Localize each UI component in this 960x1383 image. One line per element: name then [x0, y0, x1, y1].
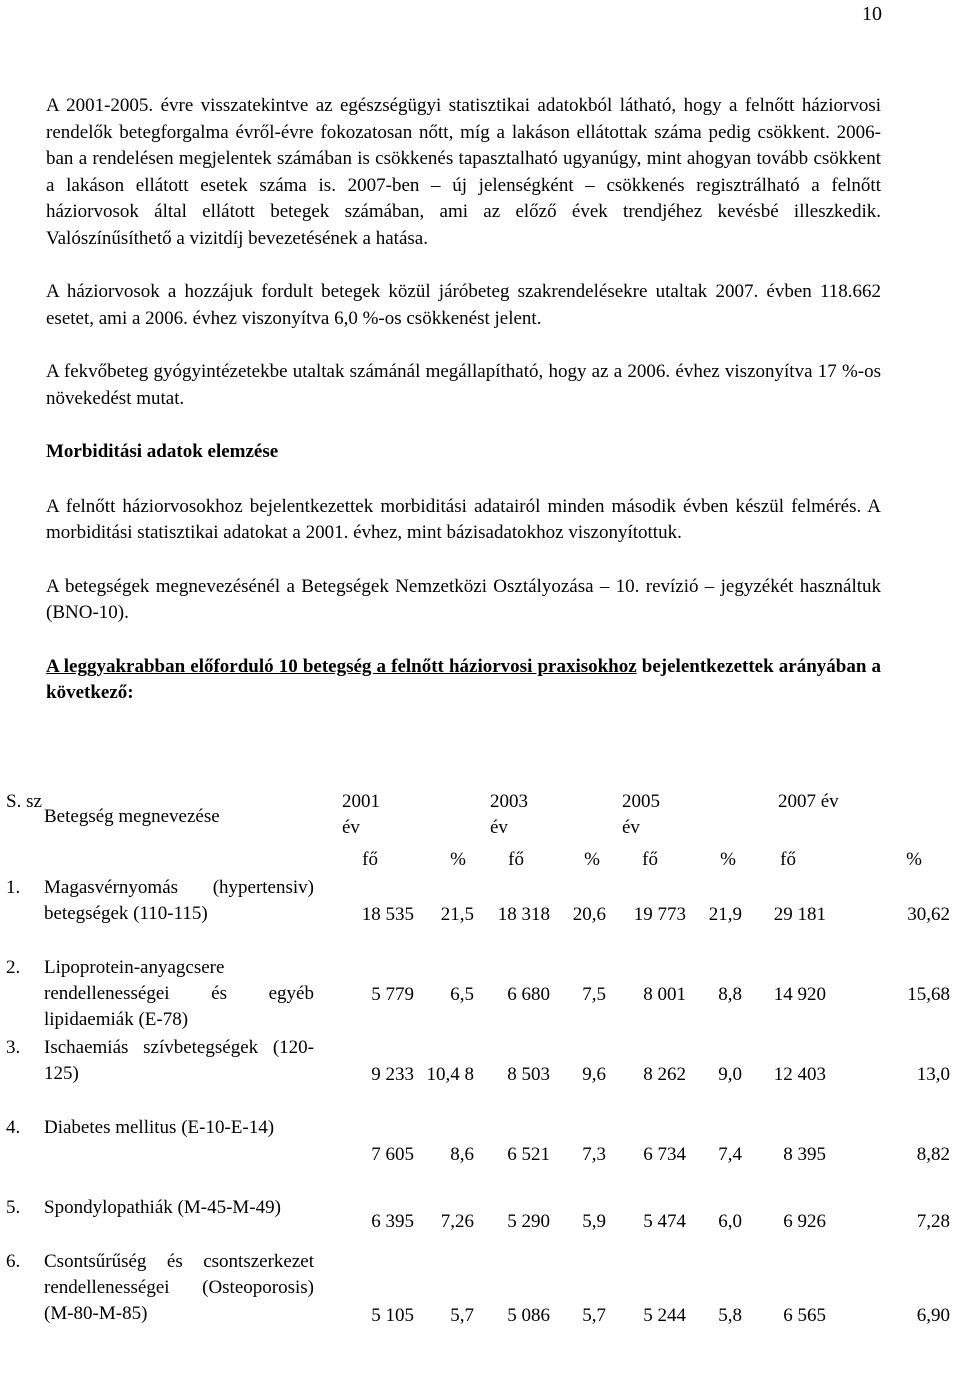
cell-value: 9 233	[371, 1064, 414, 1085]
cell-value: 5,8	[718, 1305, 742, 1326]
cell-value: 8 001	[643, 984, 686, 1005]
row-number: 4.	[6, 1117, 21, 1138]
table-row	[6, 1195, 956, 1249]
unit-fo-2005: fő	[642, 849, 658, 870]
cell-value: 21,9	[708, 904, 742, 925]
section-heading: Morbiditási adatok elemzése	[46, 441, 279, 462]
cell-value: 8 503	[507, 1064, 550, 1085]
table-header-row	[6, 789, 956, 845]
cell-value: 5 244	[643, 1305, 686, 1326]
unit-fo-2007: fő	[780, 849, 796, 870]
unit-pct-2001: %	[450, 849, 466, 870]
cell-value: 6,0	[718, 1211, 742, 1232]
cell-value: 5 290	[507, 1211, 550, 1232]
page-number: 10	[862, 3, 882, 25]
header-year-2005: 2005 év	[622, 791, 660, 838]
paragraph-bno: A betegségek megnevezésénél a Betegségek Nemzetközi Osztályozása – 10. revízió – jegyzékét használtuk (BNO-10).	[46, 575, 881, 623]
disease-name: Spondylopathiák (M-45-M-49)	[44, 1197, 281, 1218]
row-number: 5.	[6, 1197, 21, 1218]
cell-value: 21,5	[440, 904, 474, 925]
cell-value: 5 779	[371, 984, 414, 1005]
header-year-2007: 2007 év	[778, 791, 839, 812]
row-number: 3.	[6, 1037, 21, 1058]
unit-fo-2003: fő	[508, 849, 524, 870]
cell-value: 5 105	[371, 1305, 414, 1326]
cell-value: 29 181	[773, 904, 826, 925]
paragraph-table-intro	[46, 654, 881, 707]
cell-value: 8,82	[916, 1144, 950, 1165]
row-number: 6.	[6, 1251, 21, 1272]
cell-value: 9,0	[718, 1064, 742, 1085]
unit-pct-2007: %	[906, 849, 922, 870]
table-row	[6, 1115, 956, 1195]
unit-pct-2005: %	[720, 849, 736, 870]
disease-name: Csontsűrűség és csontszerkezet rendellenességei (Osteoporosis) (M-80-M-85)	[44, 1251, 314, 1324]
row-number: 2.	[6, 957, 21, 978]
cell-value: 5,7	[450, 1305, 474, 1326]
disease-name: Diabetes mellitus (E-10-E-14)	[44, 1117, 275, 1138]
table-row	[6, 875, 956, 955]
header-year-2001: 2001 év	[342, 791, 380, 838]
cell-value: 8,6	[450, 1144, 474, 1165]
disease-name: Magasvérnyomás (hypertensiv) betegségek (110-115)	[44, 877, 314, 924]
cell-value: 10,4 8	[426, 1064, 474, 1085]
table-intro-rest: bejelentkezettek arányában a következő:	[46, 655, 881, 703]
cell-value: 6,5	[450, 984, 474, 1005]
cell-value: 6 926	[783, 1211, 826, 1232]
cell-value: 8 395	[783, 1144, 826, 1165]
table-row	[6, 1035, 956, 1115]
cell-value: 9,6	[582, 1064, 606, 1085]
cell-value: 13,0	[916, 1064, 950, 1085]
cell-value: 6,90	[916, 1305, 950, 1326]
table-row	[6, 955, 956, 1035]
cell-value: 20,6	[572, 904, 606, 925]
paragraph-referrals: A háziorvosok a hozzájuk fordult betegek közül járóbeteg szakrendelésekre utaltak 2007. évben 118.662 esetet, ami a 2006. évhez viszonyítva 6,0 %-os csökkenést jelent.	[46, 281, 881, 329]
header-year-2003: 2003 év	[490, 791, 528, 838]
cell-value: 18 318	[497, 904, 550, 925]
cell-value: 8 262	[643, 1064, 686, 1085]
table-intro-underlined: A leggyakrabban előforduló 10 betegség a felnőtt háziorvosi praxisokhoz	[46, 655, 637, 677]
cell-value: 18 535	[361, 904, 414, 925]
morbidity-table	[6, 789, 956, 1383]
unit-pct-2003: %	[584, 849, 600, 870]
paragraph-survey: A felnőtt háziorvosokhoz bejelentkezettek morbiditási adatairól minden második évben készül felmérés. A morbiditási statisztikai adatokat a 2001. évhez, mint bázisadatokhoz viszonyítottuk.	[46, 495, 881, 543]
cell-value: 30,62	[907, 904, 950, 925]
cell-value: 7,3	[582, 1144, 606, 1165]
disease-name: Lipoprotein-anyagcsere rendellenességei és egyéb lipidaemiák (E-78)	[44, 957, 314, 1030]
row-number: 1.	[6, 877, 21, 898]
cell-value: 5 086	[507, 1305, 550, 1326]
unit-fo-2001: fő	[362, 849, 378, 870]
cell-value: 19 773	[633, 904, 686, 925]
cell-value: 15,68	[907, 984, 950, 1005]
cell-value: 7,28	[916, 1211, 950, 1232]
cell-value: 5,7	[582, 1305, 606, 1326]
paragraph-inpatient: A fekvőbeteg gyógyintézetekbe utaltak számánál megállapítható, hogy az a 2006. évhez viszonyítva 17 %-os növekedést mutat.	[46, 361, 881, 409]
cell-value: 5,9	[582, 1211, 606, 1232]
cell-value: 6 680	[507, 984, 550, 1005]
cell-value: 14 920	[773, 984, 826, 1005]
cell-value: 6 521	[507, 1144, 550, 1165]
cell-value: 6 395	[371, 1211, 414, 1232]
cell-value: 7 605	[371, 1144, 414, 1165]
disease-name: Ischaemiás szívbetegségek (120-125)	[44, 1037, 314, 1084]
cell-value: 7,4	[718, 1144, 742, 1165]
cell-value: 8,8	[718, 984, 742, 1005]
cell-value: 6 734	[643, 1144, 686, 1165]
cell-value: 7,26	[440, 1211, 474, 1232]
header-num: S. sz	[6, 791, 42, 812]
cell-value: 6 565	[783, 1305, 826, 1326]
cell-value: 5 474	[643, 1211, 686, 1232]
table-row	[6, 1249, 956, 1383]
paragraph-trend: A 2001-2005. évre visszatekintve az egészségügyi statisztikai adatokból látható, hogy a felnőtt háziorvosi rendelők betegforgalma évről-évre fokozatosan nőtt, míg a lakáson ellátottak száma pedig csökkent. 2006-ban a rendelésen megjelentek számában is csökkenés tapasztalható ugyanúgy, mint ahogyan tovább csökkent a lakáson ellátott esetek száma is. 2007-ben – új jelenségként – csökkenés regisztrálható a felnőtt háziorvosok által ellátott betegek számában, ami az előző évek trendjéhez kevésbé illeszkedik. Valószínűsíthető a vizitdíj bevezetésének a hatása.	[46, 95, 881, 249]
header-disease-name: Betegség megnevezése	[44, 806, 220, 827]
cell-value: 7,5	[582, 984, 606, 1005]
document-body	[46, 93, 881, 707]
cell-value: 12 403	[773, 1064, 826, 1085]
